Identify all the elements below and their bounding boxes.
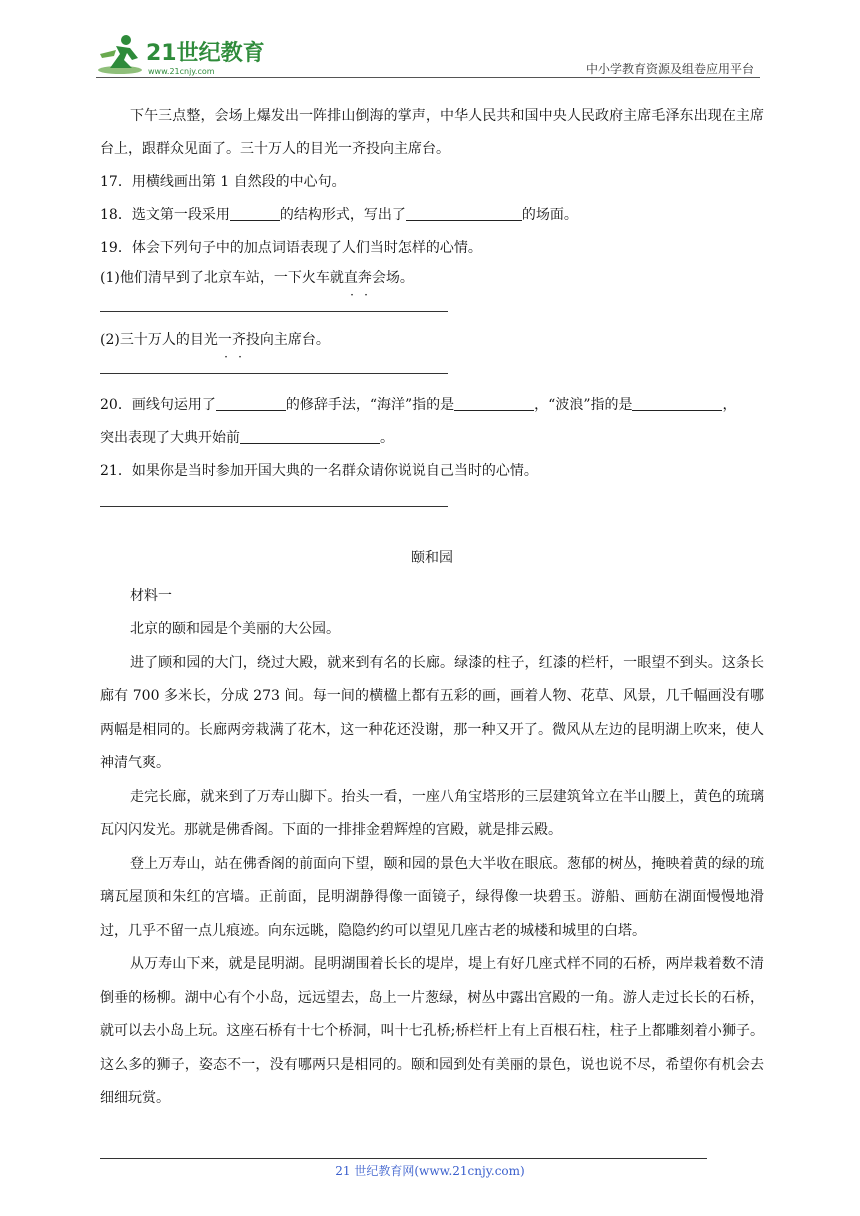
answer-blank[interactable] [454,396,534,411]
question-18: 18．选文第一段采用 的结构形式，写出了 的场面。 [100,207,578,223]
passage-paragraph: 登上万寿山，站在佛香阁的前面向下望，颐和园的景色大半收在眼底。葱郁的树丛，掩映着黄的绿的琉璃瓦屋顶和朱红的宫墙。正前面，昆明湖静得像一面镜子，绿得像一块碧玉。游船、画舫在湖面慢慢地滑过，几乎不留一点儿痕迹。向东远眺，隐隐约约可以望见几座古老的城楼和城里的白塔。 [100,855,764,939]
page-header [96,30,760,80]
question-19: 19．体会下列句子中的加点词语表现了人们当时怎样的心情。 [100,240,482,256]
answer-blank[interactable] [216,396,286,411]
answer-line[interactable] [100,299,448,312]
answer-blank[interactable] [632,396,722,411]
emphasis-word: 一 [217,332,232,348]
passage-paragraph: 走完长廊，就来到了万寿山脚下。抬头一看，一座八角宝塔形的三层建筑耸立在半山腰上，黄色的琉璃瓦闪闪发光。那就是佛香阁。下面的一排排金碧辉煌的宫殿，就是排云殿。 [100,788,764,838]
logo [96,32,266,78]
answer-line-container [100,494,764,512]
header-platform-text: 中小学教育资源及组卷应用平台 [585,62,754,76]
material-label: 材料一 [130,587,172,604]
answer-line-container [100,361,764,379]
logo-text: 21世纪教育 [146,41,265,66]
document-body [100,100,764,1116]
question-21: 21．如果你是当时参加开国大典的一名群众请你说说自己当时的心情。 [100,463,538,479]
passage-title: 颐和园 [411,550,453,566]
question-19-sentence-1: (1)他们清早到了北京车站，一下火车就直奔会场。 [100,270,414,286]
emphasis-word: 齐 [231,332,246,348]
reading-passage [100,542,764,1116]
answer-blank[interactable] [230,206,280,221]
question-19-sentence-2: (2)三十万人的目光一齐投向主席台。 [100,332,330,348]
answer-blank[interactable] [240,429,380,444]
footer-link[interactable]: 21 世纪教育网(www.21cnjy.com) [335,1164,525,1178]
footer-divider [100,1158,707,1159]
passage-paragraph: 进了顾和园的大门，绕过大殿，就来到有名的长廊。绿漆的柱子，红漆的栏杆，一眼望不到头。这条长廊有 700 多米长，分成 273 间。每一间的横楹上都有五彩的画，画着人物、花草、风景，几千幅画没有哪两幅是相同的。长廊两旁栽满了花木，这一种花还没谢，那一种又开了。微风从左边的昆明湖上吹来，使人神清气爽。 [100,654,764,771]
passage-paragraph: 北京的颐和园是个美丽的大公园。 [130,621,340,637]
answer-line[interactable] [100,361,448,374]
logo-url: www.21cnjy.com [148,67,215,76]
answer-blank[interactable] [406,206,522,221]
emphasis-word: 奔 [357,270,372,286]
question-20: 20．画线句运用了 的修辞手法，“海洋”指的是 ，“波浪”指的是 ， 突出表现了大典开始前 。 [100,397,737,446]
intro-paragraph: 下午三点整，会场上爆发出一阵排山倒海的掌声，中华人民共和国中央人民政府主席毛泽东出现在主席台上，跟群众见面了。三十万人的目光一齐投向主席台。 [100,108,764,157]
emphasis-word: 直 [343,270,358,286]
header-divider [96,77,760,78]
passage-paragraph: 从万寿山下来，就是昆明湖。昆明湖围着长长的堤岸，堤上有好几座式样不同的石桥，两岸栽着数不清倒垂的杨柳。湖中心有个小岛，远远望去，岛上一片葱绿，树丛中露出宫殿的一角。游人走过长长的石桥，就可以去小岛上玩。这座石桥有十七个桥洞，叫十七孔桥;桥栏杆上有上百根石柱，柱子上都雕刻着小狮子。这么多的狮子，姿态不一，没有哪两只是相同的。颐和园到处有美丽的景色，说也说不尽，希望你有机会去细细玩赏。 [100,956,764,1106]
question-17: 17．用横线画出第 1 自然段的中心句。 [100,174,346,190]
answer-line-container [100,299,764,317]
answer-line[interactable] [100,494,448,507]
